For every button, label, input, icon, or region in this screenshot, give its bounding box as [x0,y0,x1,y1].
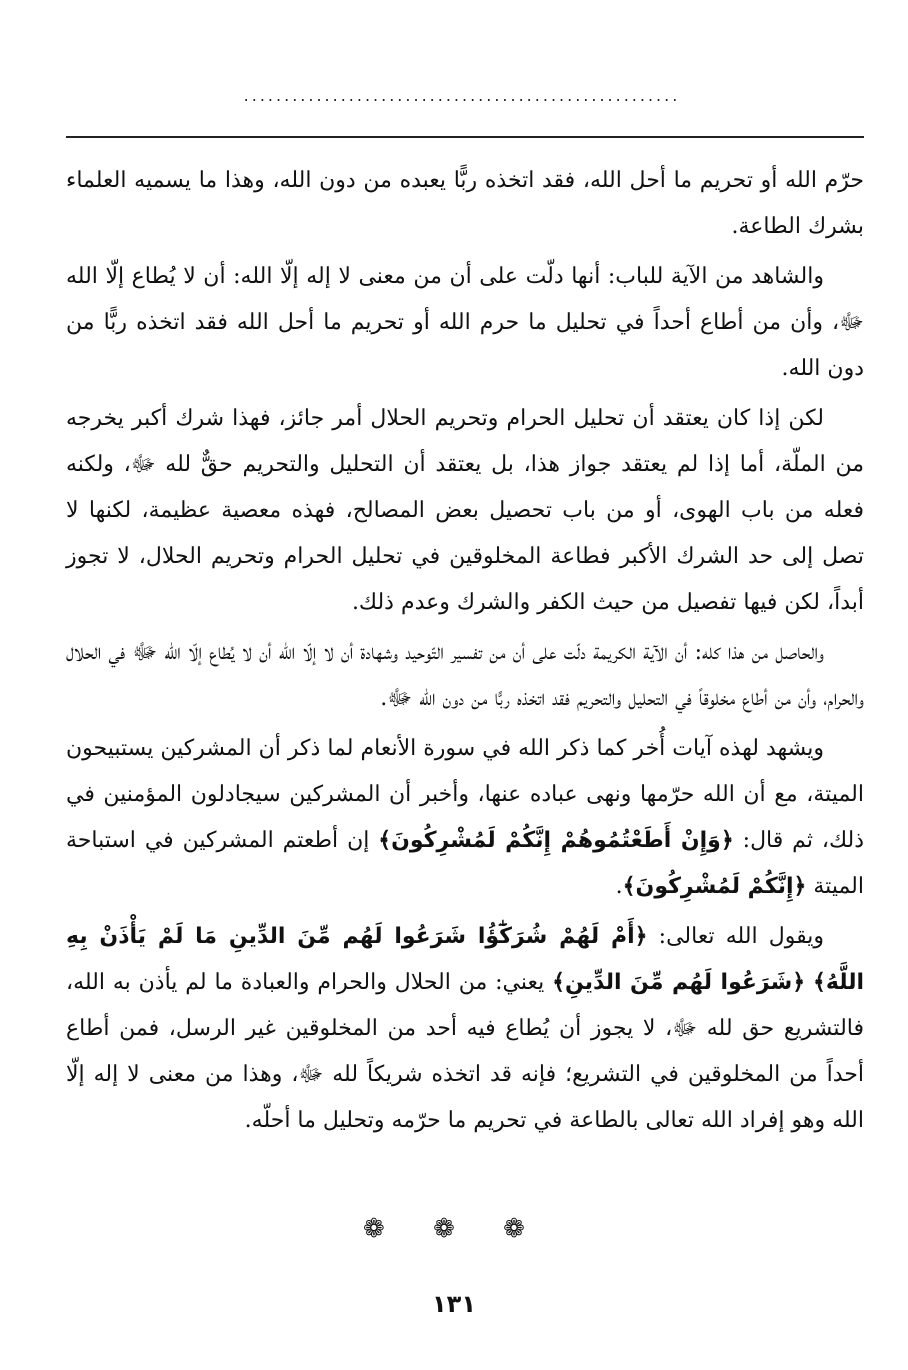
paragraph-text: ويشهد لهذه آيات أُخر كما ذكر الله في سورة الأنعام لما ذكر أن المشركين يستبيحون الميتة، مع أن الله حرّمها ونهى عباده عنها، وأخبر أن المشركين سيجادلون المؤمنين في ذلك، ثم قال: [66,736,864,853]
quran-verse: ﴿شَرَعُوا لَهُم مِّنَ الدِّينِ﴾ [552,970,806,995]
paragraph: والحاصل من هذا كله: أن الآية الكريمة دلّت على أن من تفسير التّوحيد وشهادة أن لا إلّا الله أن لا يُطاع إلّا الله ﷻ في الحلال والحرام، وأن من أطاع مخلوقاً في التحليل والتحريم فقد اتخذه ربًّا من دون الله ﷻ. [66,640,864,711]
quran-verse: ﴿أَمْ لَهُمْ شُرَكَٰٓؤُا شَرَعُوا لَهُم مِّنَ الدِّينِ مَا لَمْ يَأْذَنْ بِهِ اللَّهُ﴾ [66,924,864,995]
quran-verse: ﴿إِنَّكُمْ لَمُشْرِكُونَ﴾ [622,874,807,899]
paragraph-text: يعني: من الحلال والحرام والعبادة ما لم يأذن به الله، فالتشريع حق لله ﷻ، لا يجوز أن يُطاع فيه أحد من المخلوقين غير الرسل، فمن أطاع أحداً من المخلوقين في التشريع؛ فإنه قد اتخذه شريكاً لله ﷻ، وهذا من معنى لا إله إلّا الله وهو إفراد الله تعالى بالطاعة في تحريم ما حرّمه وتحليل ما أحلّه. [66,970,864,1133]
section-ornaments: ❁ ❁ ❁ [363,1214,545,1244]
paragraph-with-verses [66,726,864,910]
paragraph: لكن إذا كان يعتقد أن تحليل الحرام وتحريم الحلال أمر جائز، فهذا شرك أكبر يخرجه من الملّة، أما إذا لم يعتقد جواز هذا، بل يعتقد أن التحليل والتحريم حقٌّ لله ﷻ، ولكنه فعله من باب الهوى، أو من باب تحصيل بعض المصالح، فهذه معصية عظيمة، لكنها لا تصل إلى حد الشرك الأكبر فطاعة المخلوقين في تحليل الحرام وتحريم الحلال، لا تجوز أبداً، لكن فيها تفصيل من حيث الكفر والشرك وعدم ذلك. [66,406,864,615]
paragraph-continuation: حرّم الله أو تحريم ما أحل الله، فقد اتخذه ربًّا يعبده من دون الله، وهذا ما يسميه العلماء بشرك الطاعة. [66,168,864,239]
header-dotted-line: ...................................................... [243,86,681,105]
paragraph-text: إن أطعتم المشركين في استباحة الميتة [66,828,864,899]
paragraph-text [805,970,813,995]
paragraph-text: . [615,874,623,899]
page-number: ١٣١ [432,1290,476,1318]
quran-verse: ﴿وَإِنْ أَطَعْتُمُوهُمْ إِنَّكُمْ لَمُشْرِكُونَ﴾ [378,828,734,853]
paragraph-text: ويقول الله تعالى: [647,924,824,949]
paragraph: والشاهد من الآية للباب: أنها دلّت على أن من معنى لا إله إلّا الله: أن لا يُطاع إلّا الله ﷻ، وأن من أطاع أحداً في تحليل ما حرم الله أو تحريم ما أحل الله فقد اتخذه ربًّا من دون الله. [66,264,864,381]
paragraph-with-verses [66,914,864,1144]
body-text [66,158,864,1148]
header-rule [66,136,864,138]
